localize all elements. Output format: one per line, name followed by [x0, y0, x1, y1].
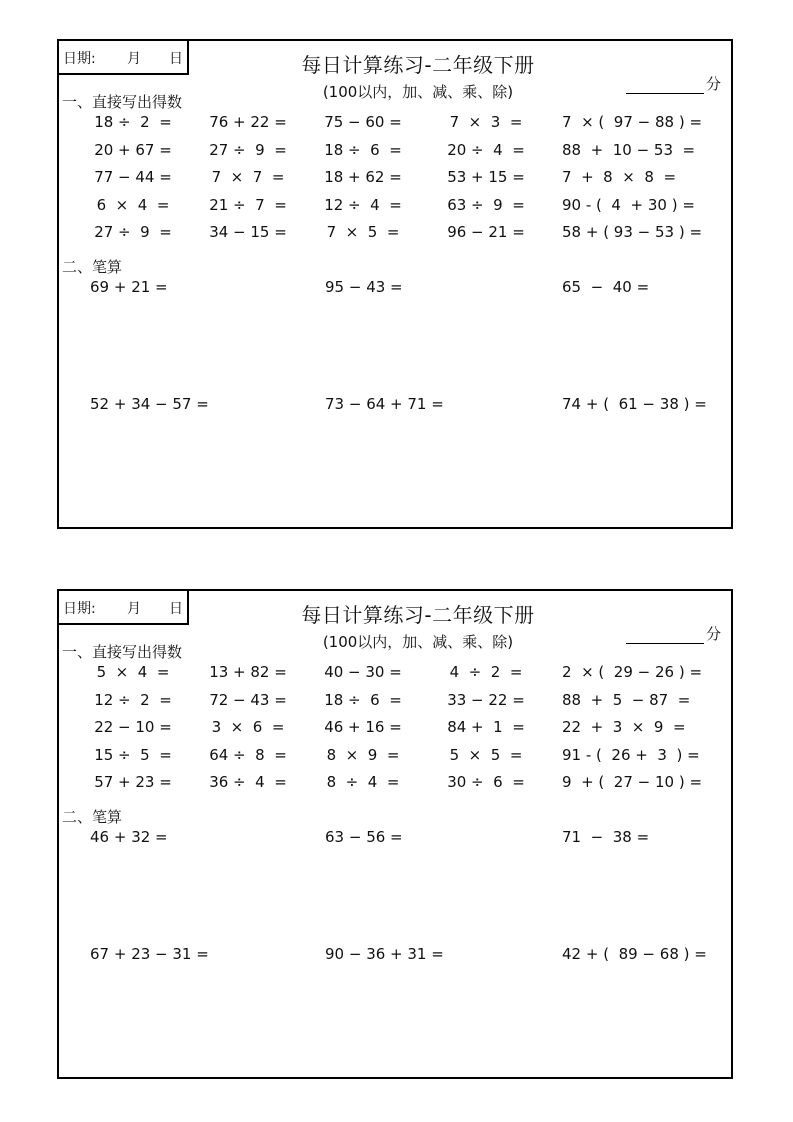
written-problem: 71 − 38 =	[562, 828, 650, 846]
oral-problem: 18 ÷ 6 =	[324, 140, 402, 159]
oral-problem: 77 − 44 =	[94, 168, 172, 186]
date-label: 日期:	[63, 601, 96, 617]
score-blank-line[interactable]	[626, 77, 704, 94]
oral-problem: 15 ÷ 5 =	[94, 745, 172, 764]
oral-problem: 63 ÷ 9 =	[447, 195, 525, 214]
oral-problem: 18 ÷ 6 =	[324, 690, 402, 709]
section-title-written: 二、笔算	[62, 808, 123, 826]
oral-problem: 58 + ( 93 − 53 ) =	[562, 223, 703, 241]
oral-problem: 20 + 67 =	[94, 140, 172, 159]
oral-problem: 7 × 7 =	[211, 168, 285, 186]
month-label: 月	[127, 51, 141, 67]
oral-problem: 27 ÷ 9 =	[209, 140, 287, 159]
oral-problem: 13 + 82 =	[209, 663, 287, 681]
written-problem: 52 + 34 − 57 =	[90, 395, 209, 413]
month-label: 月	[127, 601, 141, 617]
written-problem: 73 − 64 + 71 =	[325, 395, 444, 413]
oral-problem: 76 + 22 =	[209, 113, 287, 131]
oral-problem: 75 − 60 =	[324, 113, 402, 131]
oral-problem: 46 + 16 =	[324, 718, 402, 736]
oral-problem: 88 + 10 − 53 =	[562, 140, 696, 159]
oral-problem: 72 − 43 =	[209, 690, 287, 709]
written-problem: 46 + 32 =	[90, 828, 168, 846]
score-field[interactable]	[626, 73, 721, 94]
oral-problem: 96 − 21 =	[447, 223, 525, 241]
section-title-written: 二、笔算	[62, 258, 123, 276]
oral-problem: 84 + 1 =	[447, 718, 525, 736]
oral-problem: 8 × 9 =	[326, 745, 400, 764]
score-field[interactable]	[626, 623, 721, 644]
written-problem: 63 − 56 =	[325, 828, 403, 846]
oral-problem: 12 ÷ 4 =	[324, 195, 402, 214]
oral-problem: 34 − 15 =	[209, 223, 287, 241]
score-label: 分	[705, 75, 721, 93]
written-problem: 42 + ( 89 − 68 ) =	[562, 945, 707, 963]
oral-problem: 12 ÷ 2 =	[94, 690, 172, 709]
page-subtitle-text: (100以内，加、减、乘、除)	[322, 83, 514, 101]
written-problem: 65 − 40 =	[562, 278, 650, 296]
oral-problem: 4 ÷ 2 =	[449, 663, 523, 681]
day-label: 日	[169, 51, 183, 67]
oral-problem: 18 + 62 =	[324, 168, 402, 186]
worksheet-2	[57, 589, 733, 1079]
oral-problem: 5 × 5 =	[449, 745, 523, 764]
written-problem: 74 + ( 61 − 38 ) =	[562, 395, 707, 413]
oral-problem: 40 − 30 =	[324, 663, 402, 681]
score-blank-line[interactable]	[626, 627, 704, 644]
oral-problem: 2 × ( 29 − 26 ) =	[562, 663, 703, 681]
oral-problem: 91 - ( 26 + 3 ) =	[562, 745, 700, 764]
oral-problem: 64 ÷ 8 =	[209, 745, 287, 764]
section-title-oral: 一、直接写出得数	[62, 93, 183, 111]
written-problem: 69 + 21 =	[90, 278, 168, 296]
oral-problem: 88 + 5 − 87 =	[562, 690, 691, 709]
page-title-text: 每日计算练习-二年级下册	[301, 603, 535, 627]
oral-problem: 7 × 5 =	[326, 223, 400, 241]
oral-problem: 36 ÷ 4 =	[209, 773, 287, 791]
oral-problem: 21 ÷ 7 =	[209, 195, 287, 214]
section-title-oral: 一、直接写出得数	[62, 643, 183, 661]
written-problem: 95 − 43 =	[325, 278, 403, 296]
written-problem: 90 − 36 + 31 =	[325, 945, 444, 963]
oral-problem: 20 ÷ 4 =	[447, 140, 525, 159]
oral-problem: 5 × 4 =	[96, 663, 170, 681]
page-title-text: 每日计算练习-二年级下册	[301, 53, 535, 77]
oral-problem: 6 × 4 =	[96, 195, 170, 214]
oral-problem: 22 − 10 =	[94, 718, 172, 736]
oral-problem: 33 − 22 =	[447, 690, 525, 709]
oral-problem: 27 ÷ 9 =	[94, 223, 172, 241]
written-problem: 67 + 23 − 31 =	[90, 945, 209, 963]
oral-problem: 22 + 3 × 9 =	[562, 718, 686, 736]
oral-problem: 57 + 23 =	[94, 773, 172, 791]
oral-problem: 7 × ( 97 − 88 ) =	[562, 113, 703, 131]
oral-problem: 7 + 8 × 8 =	[562, 168, 677, 186]
oral-problem: 90 - ( 4 + 30 ) =	[562, 195, 695, 214]
score-label: 分	[705, 625, 721, 643]
oral-problem: 9 + ( 27 − 10 ) =	[562, 773, 703, 791]
oral-problem: 8 ÷ 4 =	[326, 773, 400, 791]
date-label: 日期:	[63, 51, 96, 67]
oral-problem: 30 ÷ 6 =	[447, 773, 525, 791]
oral-problem: 7 × 3 =	[449, 113, 523, 131]
worksheet-1	[57, 39, 733, 529]
page-subtitle-text: (100以内，加、减、乘、除)	[322, 633, 514, 651]
oral-problem: 53 + 15 =	[447, 168, 525, 186]
oral-problem: 3 × 6 =	[211, 718, 285, 736]
oral-problem: 18 ÷ 2 =	[94, 113, 172, 131]
day-label: 日	[169, 601, 183, 617]
